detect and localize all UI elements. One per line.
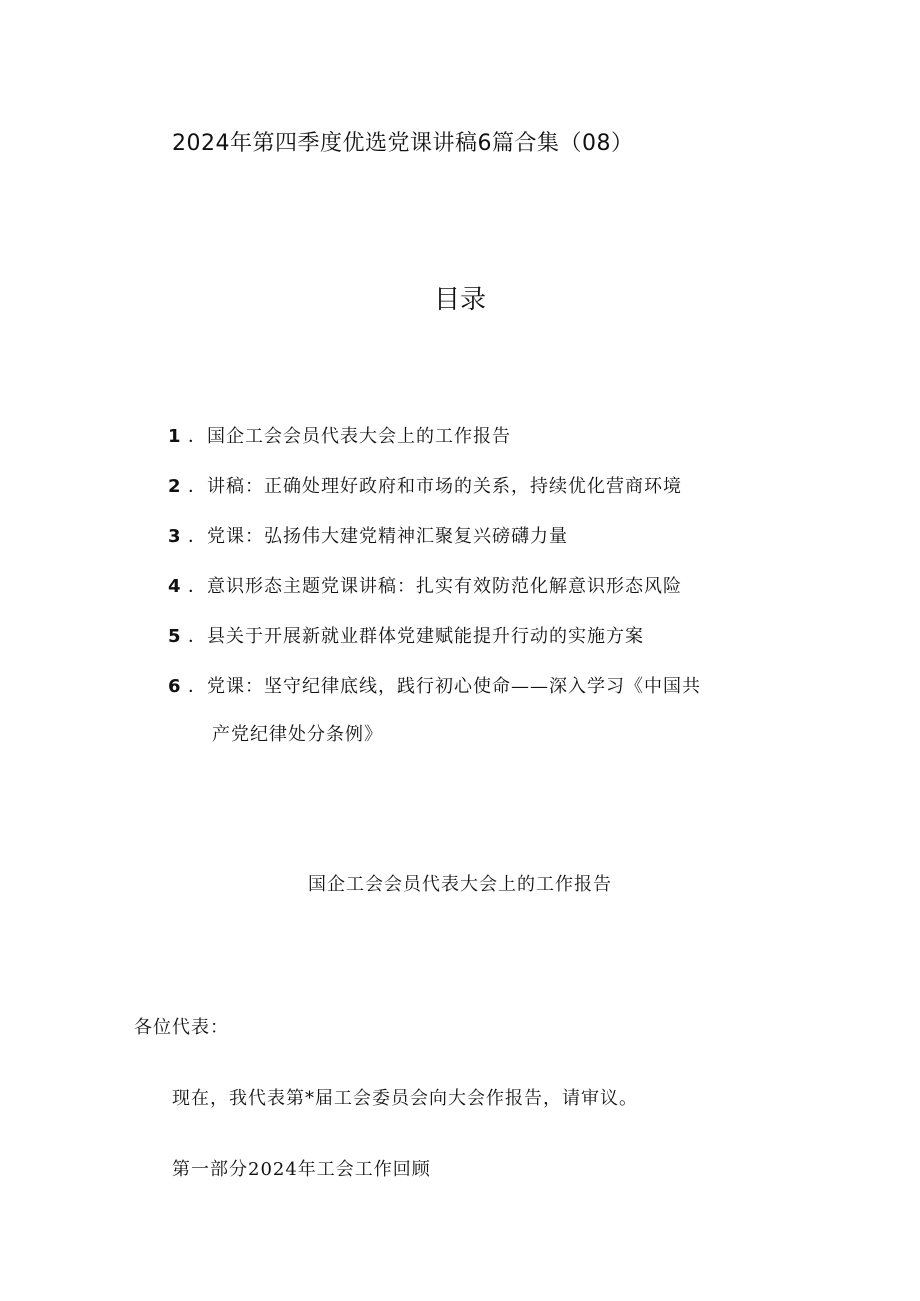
toc-item-number: 2	[168, 476, 182, 497]
toc-heading: 目录	[433, 285, 486, 315]
toc-item-number: 6	[168, 676, 182, 697]
toc-item-1	[168, 423, 701, 451]
toc-item-2	[168, 473, 701, 501]
salutation: 各位代表：	[134, 1017, 229, 1038]
toc-item-4	[168, 573, 701, 601]
toc-item-text: ．县关于开展新就业群体党建赋能提升行动的实施方案	[188, 626, 644, 647]
toc-item-number: 1	[168, 426, 182, 447]
toc-item-text: ．意识形态主题党课讲稿：扎实有效防范化解意识形态风险	[188, 576, 682, 597]
toc-item-3	[168, 523, 701, 551]
toc-item-5	[168, 623, 701, 651]
toc-item-number: 3	[168, 526, 182, 547]
document-title: 2024年第四季度优选党课讲稿6篇合集（08）	[172, 131, 634, 156]
toc-item-number: 5	[168, 626, 182, 647]
toc-item-text: ．党课：坚守纪律底线，践行初心使命——深入学习《中国共	[188, 676, 701, 697]
toc-item-text: ．国企工会会员代表大会上的工作报告	[188, 426, 511, 447]
body-paragraph: 现在，我代表第*届工会委员会向大会作报告，请审议。	[172, 1088, 638, 1109]
section-title: 国企工会会员代表大会上的工作报告	[308, 874, 612, 895]
table-of-contents	[168, 423, 701, 771]
body-paragraph: 第一部分2024年工会工作回顾	[172, 1159, 431, 1180]
toc-item-text-continuation: 产党纪律处分条例》	[212, 724, 383, 745]
toc-item-text: ．讲稿：正确处理好政府和市场的关系，持续优化营商环境	[188, 476, 682, 497]
toc-item-text: ．党课：弘扬伟大建党精神汇聚复兴磅礴力量	[188, 526, 568, 547]
toc-item-number: 4	[168, 576, 182, 597]
toc-item-6	[168, 673, 701, 749]
